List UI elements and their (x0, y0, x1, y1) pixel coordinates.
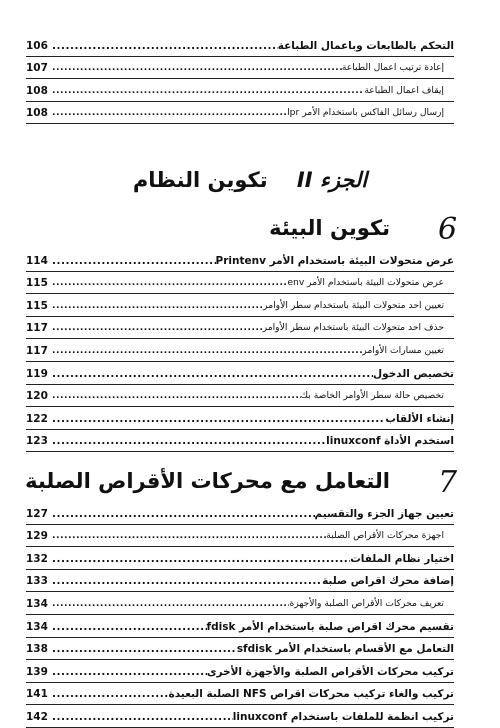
toc-entry-title: تركيب انظمة للملفات باستخدام linuxconf (232, 710, 454, 723)
toc-entry-title: تخصيص الدخول (373, 367, 454, 380)
toc-entry-page: 107 (26, 62, 48, 75)
toc-entry-title: تعريف محركات الأقراص الصلبة والأجهزة (289, 597, 444, 609)
dot-leader (52, 276, 287, 293)
chapter-title: التعامل مع محركات الأقراص الصلبة (25, 469, 390, 493)
toc-entry[interactable] (26, 638, 454, 661)
toc-section-continued (26, 34, 454, 124)
dot-leader (52, 529, 326, 546)
toc-entry[interactable] (26, 294, 454, 317)
toc-entry-page: 114 (26, 254, 48, 267)
toc-entry-page: 139 (26, 665, 48, 678)
toc-entry[interactable] (26, 683, 454, 706)
toc-entry-page: 106 (26, 39, 48, 52)
part-heading (0, 168, 500, 192)
toc-entry-title: التحكم بالطابعات وباعمال الطباعة (277, 39, 454, 52)
toc-entry[interactable] (26, 272, 454, 295)
toc-entry-title: تقسيم محرك اقراص صلبة باستخدام الأمر fdisk (206, 620, 454, 633)
dot-leader (52, 367, 373, 384)
dot-leader (52, 299, 263, 316)
toc-entry[interactable] (26, 525, 454, 548)
dot-leader (52, 620, 207, 637)
toc-entry-page: 134 (26, 620, 48, 633)
toc-entry-page: 120 (26, 390, 48, 403)
toc-entry-title: إعادة ترتيب اعمال الطباعة (341, 62, 444, 74)
toc-entry-page: 123 (26, 435, 48, 448)
chapter-number: 7 (438, 465, 458, 500)
dot-leader (52, 321, 263, 338)
toc-entry-title: تعيين احد متحولات البيئة باستخدام سطر الأوامر (263, 299, 444, 311)
toc-entry-page: 115 (26, 277, 48, 290)
toc-entry-title: تعيين مسارات الأوامر (362, 344, 444, 356)
toc-entry[interactable] (26, 570, 454, 593)
toc-chapter-6 (26, 249, 454, 452)
dot-leader (52, 552, 350, 569)
toc-entry[interactable] (26, 249, 454, 272)
part-label: الجزء II (296, 168, 368, 192)
toc-entry[interactable] (26, 339, 454, 362)
toc-entry-title: تعيين جهاز الجزء والتقسيم (314, 507, 454, 520)
dot-leader (52, 434, 326, 451)
toc-entry[interactable] (26, 592, 454, 615)
chapter-number: 6 (438, 212, 458, 247)
dot-leader (52, 61, 342, 78)
toc-chapter-7 (26, 502, 454, 728)
dot-leader (52, 106, 287, 123)
toc-entry-title: إرسال رسائل الفاكس باستخدام الأمر lpr (287, 107, 444, 119)
dot-leader (52, 39, 278, 56)
toc-entry-page: 108 (26, 84, 48, 97)
toc-entry-page: 122 (26, 412, 48, 425)
toc-entry-title: استخدم الأداة linuxconf (326, 435, 454, 448)
toc-entry-page: 132 (26, 552, 48, 565)
toc-entry[interactable] (26, 705, 454, 728)
dot-leader (52, 254, 216, 271)
toc-entry-title: تركيب محركات الأقراص الصلبة والأجهزة الأخرى (206, 665, 454, 678)
dot-leader (52, 710, 233, 727)
dot-leader (52, 642, 237, 659)
toc-entry[interactable] (26, 430, 454, 453)
dot-leader (52, 574, 322, 591)
toc-entry-page: 141 (26, 688, 48, 701)
toc-entry-title: حذف احد متحولات البيئة باستخدام سطر الأوامر (262, 322, 444, 334)
toc-entry[interactable] (26, 615, 454, 638)
toc-entry[interactable] (26, 362, 454, 385)
toc-entry-page: 115 (26, 299, 48, 312)
toc-entry[interactable] (26, 57, 454, 80)
toc-entry-page: 117 (26, 322, 48, 335)
dot-leader (52, 84, 364, 101)
chapter-title: تكوين البيئة (269, 216, 390, 240)
toc-entry-page: 129 (26, 530, 48, 543)
toc-entry[interactable] (26, 385, 454, 408)
toc-entry-page: 142 (26, 710, 48, 723)
toc-entry-page: 133 (26, 575, 48, 588)
toc-entry-title: عرض متحولات البيئة باستخدام الأمر Printenv (215, 254, 454, 267)
dot-leader (52, 597, 289, 614)
toc-entry-page: 117 (26, 344, 48, 357)
toc-entry[interactable] (26, 317, 454, 340)
toc-entry-title: تركيب والغاء تركيب محركات اقراص NFS الصلبة البعيدة (168, 688, 454, 701)
toc-entry[interactable] (26, 407, 454, 430)
dot-leader (52, 344, 362, 361)
toc-entry-page: 119 (26, 367, 48, 380)
toc-entry[interactable] (26, 547, 454, 570)
part-title: تكوين النظام (132, 168, 268, 192)
toc-entry-title: إيقاف اعمال الطباعة (364, 84, 444, 96)
toc-entry[interactable] (26, 660, 454, 683)
toc-entry-title: اجهزة محركات الأقراص الصلبة (326, 530, 444, 542)
toc-entry-title: التعامل مع الأقسام باستخدام الأمر sfdisk (236, 643, 454, 656)
toc-entry-page: 127 (26, 507, 48, 520)
dot-leader (52, 507, 315, 524)
toc-entry-title: تخصيص حالة سطر الأوامر الخاصة بك (300, 390, 444, 402)
dot-leader (52, 665, 207, 682)
toc-entry[interactable] (26, 79, 454, 102)
chapter-7-heading (0, 465, 500, 505)
toc-entry-page: 138 (26, 643, 48, 656)
toc-entry-title: إضافة محرك اقراص صلبة (322, 575, 454, 588)
dot-leader (52, 687, 169, 704)
dot-leader (52, 412, 385, 429)
toc-entry-page: 108 (26, 107, 48, 120)
toc-entry-title: عرض متحولات البيئة باستخدام الأمر env (287, 277, 444, 289)
toc-entry-page: 134 (26, 597, 48, 610)
dot-leader (52, 389, 301, 406)
toc-entry[interactable] (26, 102, 454, 125)
toc-entry[interactable] (26, 34, 454, 57)
toc-entry-title: إنشاء الألقاب (385, 412, 454, 425)
toc-entry-title: اختيار نظام الملفات (350, 552, 454, 565)
chapter-6-heading (0, 212, 500, 252)
toc-entry[interactable] (26, 502, 454, 525)
